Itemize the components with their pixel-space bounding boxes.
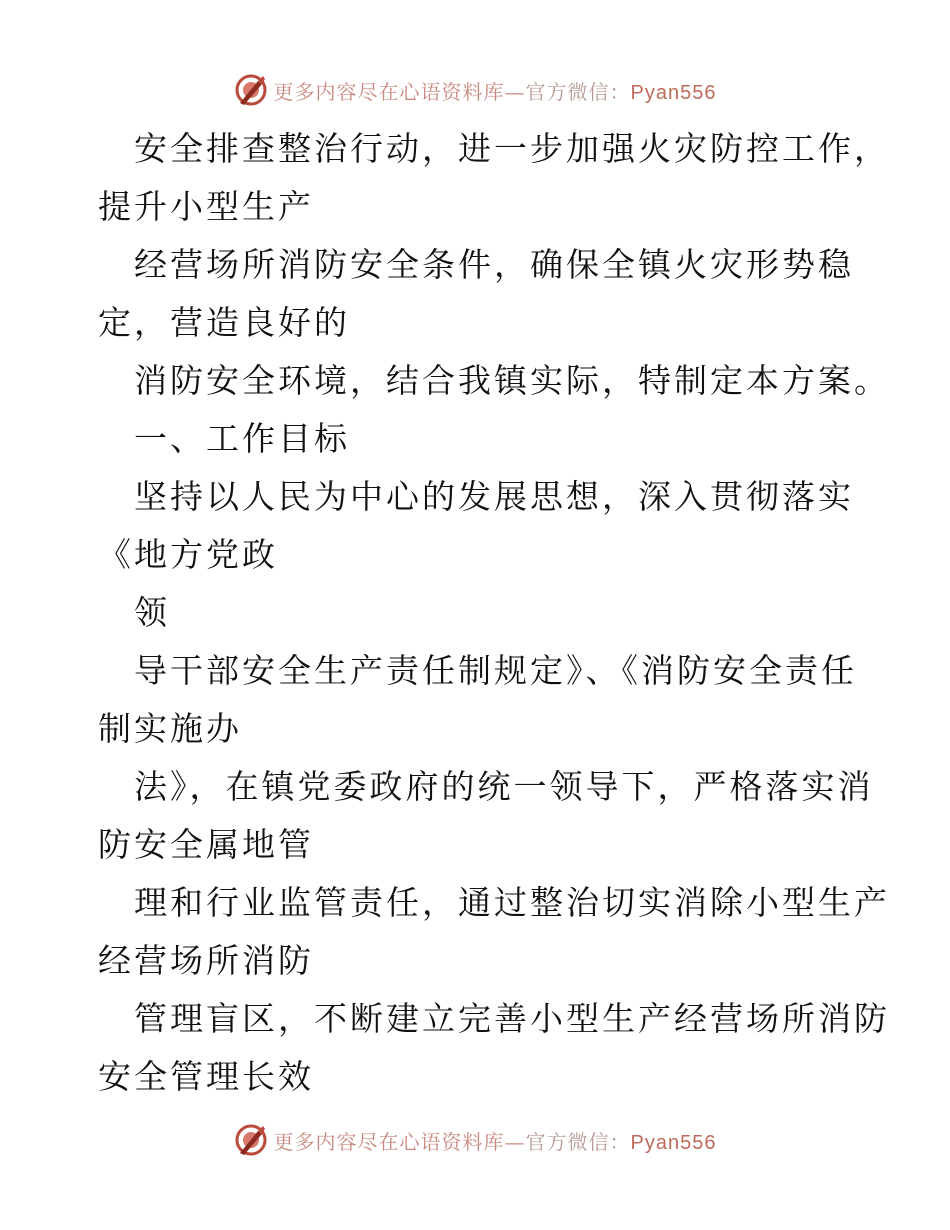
- text-line: 坚持以人民为中心的发展思想，深入贯彻落实: [134, 477, 854, 516]
- text-line: 防安全属地管: [98, 825, 314, 864]
- text-line: 经营场所消防安全条件，确保全镇火灾形势稳: [134, 245, 854, 284]
- text-line: 安全管理长效: [98, 1057, 314, 1096]
- section-heading: 一、工作目标: [134, 419, 350, 458]
- text-line: 《地方党政: [98, 535, 278, 574]
- pen-logo-icon: [234, 73, 268, 107]
- text-line: 制实施办: [98, 709, 242, 748]
- text-line: 经营场所消防: [98, 941, 314, 980]
- footer-watermark: [0, 1120, 950, 1160]
- text-line: 管理盲区，不断建立完善小型生产经营场所消防: [134, 999, 890, 1038]
- header-watermark: [0, 70, 950, 110]
- text-line: 法》，在镇党委政府的统一领导下，严格落实消: [134, 767, 874, 806]
- text-line: 理和行业监管责任，通过整治切实消除小型生产: [134, 883, 890, 922]
- text-line: 安全排查整治行动，进一步加强火灾防控工作，: [134, 129, 890, 168]
- text-line: 领: [134, 593, 170, 632]
- text-line: 定，营造良好的: [98, 303, 350, 342]
- text-line: 导干部安全生产责任制规定》、《消防安全责任: [134, 651, 857, 690]
- text-line: 消防安全环境，结合我镇实际，特制定本方案。: [134, 361, 890, 400]
- watermark-text: 更多内容尽在心语资料库—官方微信：Pyan556: [273, 79, 717, 104]
- watermark-text: 更多内容尽在心语资料库—官方微信：Pyan556: [273, 1129, 717, 1154]
- text-line: 提升小型生产: [98, 187, 314, 226]
- pen-logo-icon: [234, 1123, 268, 1157]
